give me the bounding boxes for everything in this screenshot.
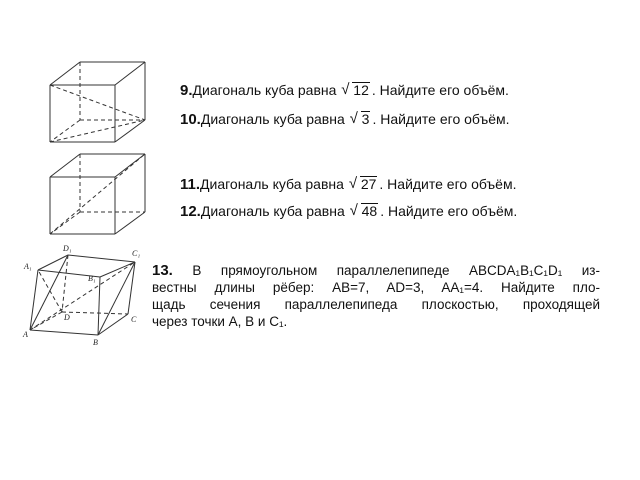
problem-number: 12. <box>180 203 201 220</box>
problem-text: Диагональ куба равна <box>200 176 344 192</box>
problem-text-after: . Найдите его объём. <box>371 82 509 98</box>
label-a: A <box>23 330 28 339</box>
problem-number: 9. <box>180 82 193 99</box>
label-d: D <box>64 313 70 322</box>
radicand: 12 <box>353 82 369 98</box>
sqrt <box>351 111 371 128</box>
problem-11 <box>180 176 516 193</box>
radicand: 27 <box>360 176 377 192</box>
problem-text-after: . Найдите его объём. <box>380 203 518 219</box>
problem-number: 10. <box>180 111 201 128</box>
problem-text-after: . Найдите его объём. <box>372 111 510 127</box>
problem-13 <box>152 262 600 330</box>
problem-number: 11. <box>180 176 201 193</box>
problem-text: Диагональ куба равна <box>200 111 345 127</box>
problem-text: Диагональ куба равна <box>200 203 345 219</box>
problem-number: 13. <box>152 262 173 279</box>
problem-text: Диагональ куба равна <box>192 82 337 98</box>
label-d1: D₁ <box>63 244 72 253</box>
problem-13-line-2: вестны длины рёбер: AB=7, AD=3, AA₁=4. Найдите пло- <box>152 280 600 295</box>
label-a1: A₁ <box>24 262 32 271</box>
sqrt <box>342 82 370 99</box>
problem-13-line-3: щадь сечения параллелепипеда плоскостью, проходящей <box>152 297 600 312</box>
problem-13-line-4: через точки A, B и C₁. <box>152 314 288 329</box>
problem-text-after: . Найдите его объём. <box>379 176 517 192</box>
cube-figure-2 <box>40 152 150 242</box>
cube-figure-1 <box>40 60 150 150</box>
problem-12 <box>180 203 517 220</box>
label-b1: B₁ <box>88 274 96 283</box>
problem-9 <box>180 82 509 99</box>
label-b: B <box>93 338 98 347</box>
problem-10 <box>180 111 510 128</box>
label-c1: C₁ <box>132 249 141 258</box>
parallelepiped-figure <box>20 242 150 347</box>
problem-13-line-1: В прямоугольном параллелепипеде ABCDA₁B₁C₁D₁ из- <box>192 263 600 278</box>
radicand: 3 <box>361 111 370 127</box>
radicand: 48 <box>361 203 378 219</box>
label-c: C <box>131 315 137 324</box>
sqrt <box>351 203 379 220</box>
sqrt <box>350 176 378 193</box>
